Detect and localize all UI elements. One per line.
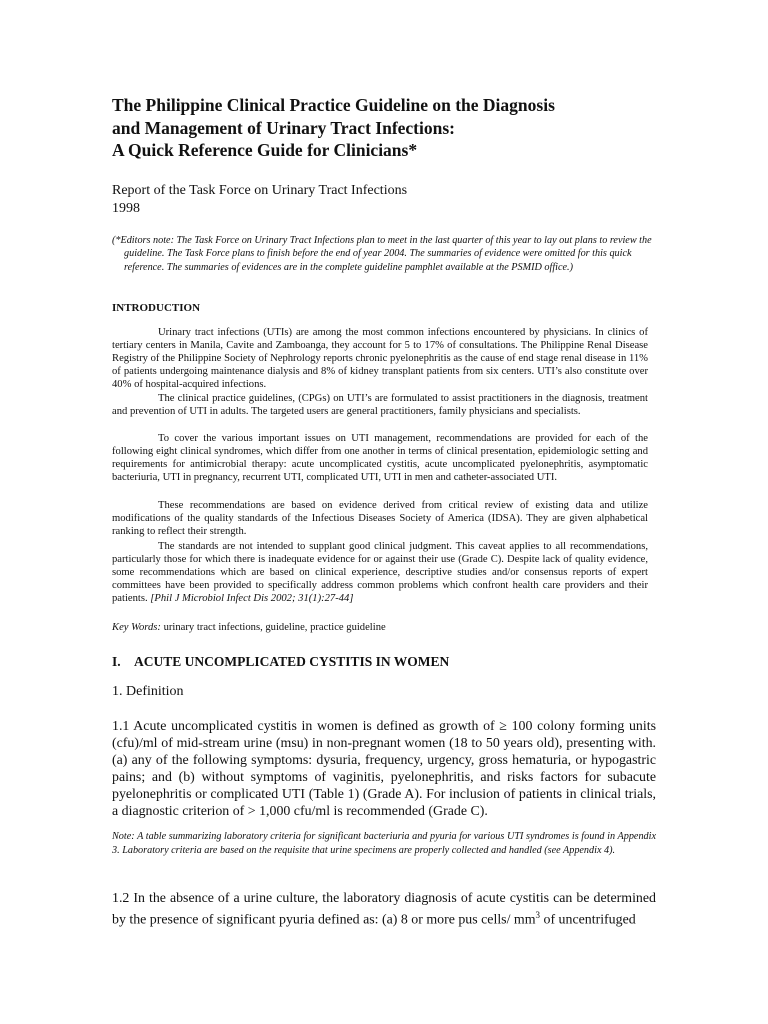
editors-note: (*Editors note: The Task Force on Urinary Tract Infections plan to meet in the last quarter of this year to lay out plans to review the guideline. The Task Force plans to finish before the end of year 2004. The summaries of evidence were omitted for this quick reference. The summaries of evidences are in the complete guideline pamphlet available at the PSMID office.) [112,235,652,273]
paragraph-1-2-tail: of uncentrifuged [540,912,636,928]
keywords-line [112,622,386,633]
intro-paragraph-2: The clinical practice guidelines, (CPGs) on UTI’s are formulated to assist practitioners in the diagnosis, treatment and prevention of UTI in adults. The targeted users are general practitioners, family physicians and specialists. [112,393,648,417]
subsection-definition: 1. Definition [112,684,184,699]
intro-paragraph-5-text: The standards are not intended to supplant good clinical judgment. This caveat applies to all recommendations, particularly those for which there is inadequate evidence for or against their use (Grade C). Despite lack of quality evidence, some recommendations which are based on clinical experience, descriptive studies and/or consensus reports of expert committees have been provided to specifically address common problems which confront health care providers and their patients. [112,541,648,604]
intro-paragraph-4: These recommendations are based on evidence derived from critical review of existing data and utilize modifications of the quality standards of the Infectious Diseases Society of America (IDSA). They are given alphabetical ranking to reflect their strength. [112,500,648,537]
title-line-1: The Philippine Clinical Practice Guideline on the Diagnosis [112,95,555,115]
keywords-label: Key Words: [112,622,161,633]
paragraph-1-2-text: 1.2 In the absence of a urine culture, the laboratory diagnosis of acute cystitis can be determined by the presence of significant pyuria defined as: (a) 8 or more pus cells/ mm [112,891,656,928]
appendix-note: Note: A table summarizing laboratory criteria for significant bacteriuria and pyuria for various UTI syndromes is found in Appendix 3. Laboratory criteria are based on the requisite that urine specimens are properly collected and handled (see Appendix 4). [112,831,656,856]
report-title: Report of the Task Force on Urinary Tract Infections [112,183,408,198]
paragraph-1-2 [112,890,656,929]
section-number: I. [112,654,121,669]
intro-paragraph-5 [112,541,648,606]
paragraph-1-1: 1.1 Acute uncomplicated cystitis in women is defined as growth of ≥ 100 colony forming units (cfu)/ml of mid-stream urine (msu) in non-pregnant women (18 to 50 years old), presenting with. (a) any of the following symptoms: dysuria, frequency, urgency, gross hematuria, or hypogastric pains; and (b) without symptoms of vaginitis, pyelonephritis, and risks factors for subacute pyelonephritis or complicated UTI (Table 1) (Grade A). For inclusion of patients in clinical trials, a diagnostic criterion of > 1,000 cfu/ml is recommended (Grade C). [112,719,656,819]
section-heading [112,654,449,670]
title-line-2: and Management of Urinary Tract Infections: [112,117,455,138]
title-line-3: A Quick Reference Guide for Clinicians* [112,140,418,160]
report-byline [112,182,407,218]
report-year: 1998 [112,201,140,216]
document-title [112,94,672,162]
keywords-text: urinary tract infections, guideline, practice guideline [163,622,386,633]
journal-citation: [Phil J Microbiol Infect Dis 2002; 31(1):27-44] [150,592,354,604]
intro-paragraph-1: Urinary tract infections (UTIs) are among the most common infections encountered by physicians. In clinics of tertiary centers in Manila, Cavite and Zamboanga, they account for 5 to 17% of consultations. The Philippine Renal Disease Registry of the Philippine Society of Nephrology reports chronic pyelonephritis as the cause of end stage renal disease in 11% of patients undergoing maintenance dialysis and 8% of kidney transplant patients from six centers. UTI’s also constitute over 40% of hospital-acquired infections. [112,327,648,390]
introduction-heading: INTRODUCTION [112,302,201,314]
intro-paragraph-3: To cover the various important issues on UTI management, recommendations are provided for each of the following eight clinical syndromes, which differ from one another in terms of clinical presentation, epidemiologic setting and requirements for antimicrobial therapy: acute uncomplicated cystitis, acute uncomplicated pyelonephritis, asymptomatic bacteriuria, UTI in pregnancy, recurrent UTI, complicated UTI, UTI in men and catheter-associated UTI. [112,433,648,483]
superscript-3: 3 [535,910,541,920]
section-title: ACUTE UNCOMPLICATED CYSTITIS IN WOMEN [134,654,450,669]
